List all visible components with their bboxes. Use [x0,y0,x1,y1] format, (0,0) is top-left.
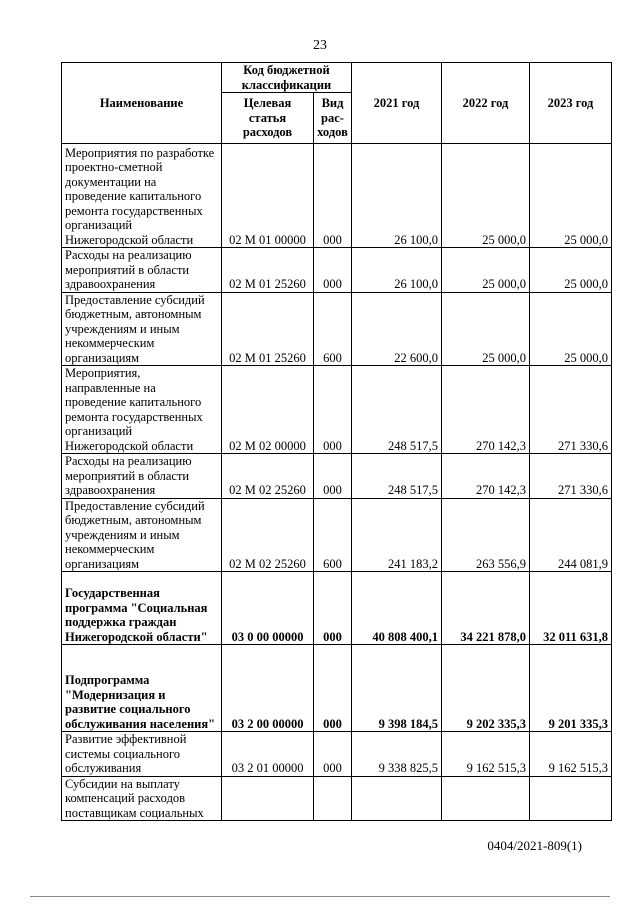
row-name: Развитие эффективной системы социального обслуживания [62,732,222,777]
row-target-code: 03 0 00 00000 [222,572,314,645]
row-target-code [222,776,314,821]
row-value-2023: 25 000,0 [530,248,612,293]
row-value-2023: 25 000,0 [530,144,612,248]
row-value-2021: 40 808 400,1 [352,572,442,645]
row-expense-type: 600 [314,498,352,572]
row-value-2023: 9 201 335,3 [530,645,612,732]
row-value-2021: 9 398 184,5 [352,645,442,732]
row-value-2022: 25 000,0 [442,292,530,366]
row-name: Субсидии на выплату компенсаций расходов поставщикам социальных [62,776,222,821]
row-name: Государственная программа "Социальная поддержка граждан Нижегородской области" [62,572,222,645]
row-value-2021: 26 100,0 [352,144,442,248]
header-2022: 2022 год [442,63,530,144]
bottom-divider [30,896,610,897]
row-value-2022: 25 000,0 [442,144,530,248]
row-value-2022: 270 142,3 [442,454,530,499]
row-value-2023: 244 081,9 [530,498,612,572]
row-name: Мероприятия, направленные на проведение капитального ремонта государственных организаций Нижегородской области [62,366,222,454]
row-expense-type: 000 [314,144,352,248]
table-row [62,645,612,732]
row-value-2021: 22 600,0 [352,292,442,366]
row-name: Подпрограмма "Модернизация и развитие социального обслуживания населения" [62,645,222,732]
row-name: Мероприятия по разработке проектно-сметной документации на проведение капитального ремонта государственных организаций Нижегородской области [62,144,222,248]
row-value-2022: 34 221 878,0 [442,572,530,645]
page-number: 23 [313,38,327,53]
header-2021: 2021 год [352,63,442,144]
row-expense-type: 000 [314,454,352,499]
row-name: Предоставление субсидий бюджетным, автономным учреждениям и иным некоммерческим организациям [62,292,222,366]
row-expense-type: 000 [314,366,352,454]
header-name: Наименование [62,63,222,144]
row-name: Расходы на реализацию мероприятий в области здравоохранения [62,248,222,293]
row-target-code: 02 М 02 00000 [222,366,314,454]
table-row [62,776,612,821]
row-target-code: 02 М 01 00000 [222,144,314,248]
row-target-code: 03 2 01 00000 [222,732,314,777]
row-name: Предоставление субсидий бюджетным, автономным учреждениям и иным некоммерческим организациям [62,498,222,572]
document-id: 0404/2021-809(1) [487,838,582,853]
row-value-2021: 26 100,0 [352,248,442,293]
header-target-article: Целевая статья расходов [222,93,314,144]
row-value-2023: 271 330,6 [530,454,612,499]
row-expense-type: 600 [314,292,352,366]
row-value-2021: 248 517,5 [352,454,442,499]
row-value-2023 [530,776,612,821]
row-target-code: 02 М 02 25260 [222,498,314,572]
table-row [62,144,612,248]
row-value-2022: 25 000,0 [442,248,530,293]
row-value-2022: 270 142,3 [442,366,530,454]
row-target-code: 02 М 01 25260 [222,248,314,293]
row-expense-type: 000 [314,645,352,732]
row-name: Расходы на реализацию мероприятий в области здравоохранения [62,454,222,499]
row-value-2021 [352,776,442,821]
row-value-2022: 9 162 515,3 [442,732,530,777]
row-expense-type: 000 [314,732,352,777]
row-value-2022: 9 202 335,3 [442,645,530,732]
row-value-2021: 241 183,2 [352,498,442,572]
budget-table [61,62,612,821]
header-kbk: Код бюджетной классификации [222,63,352,93]
row-value-2022: 263 556,9 [442,498,530,572]
row-value-2023: 25 000,0 [530,292,612,366]
header-2023: 2023 год [530,63,612,144]
table-row [62,366,612,454]
table-row [62,292,612,366]
table-body [62,144,612,821]
row-value-2021: 248 517,5 [352,366,442,454]
row-value-2023: 9 162 515,3 [530,732,612,777]
table-row [62,498,612,572]
row-expense-type [314,776,352,821]
row-value-2023: 32 011 631,8 [530,572,612,645]
row-value-2022 [442,776,530,821]
table-row [62,572,612,645]
row-expense-type: 000 [314,572,352,645]
table-row [62,248,612,293]
table-row [62,732,612,777]
row-target-code: 03 2 00 00000 [222,645,314,732]
row-target-code: 02 М 02 25260 [222,454,314,499]
row-expense-type: 000 [314,248,352,293]
header-expense-type: Вид рас-ходов [314,93,352,144]
table-row [62,454,612,499]
row-value-2023: 271 330,6 [530,366,612,454]
row-target-code: 02 М 01 25260 [222,292,314,366]
row-value-2021: 9 338 825,5 [352,732,442,777]
